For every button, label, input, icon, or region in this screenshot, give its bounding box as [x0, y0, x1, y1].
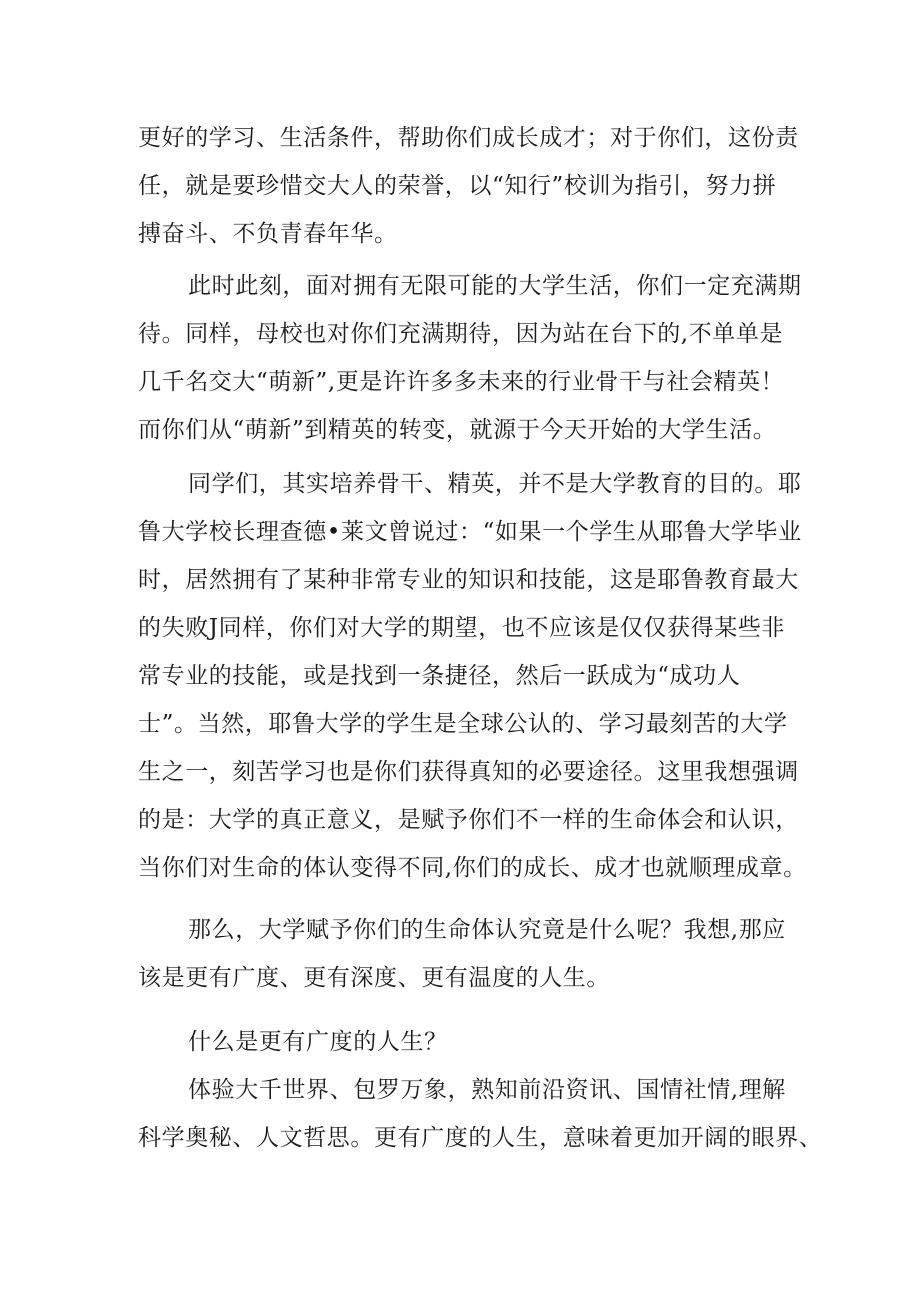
section-heading — [138, 1018, 788, 1066]
text-line: 几千名交大“萌新”,更是许许多多未来的行业骨干与社会精英！ — [138, 369, 785, 395]
text-line: 科学奥秘、人文哲思。更有广度的人生，意味着更加开阔的眼界、 — [138, 1125, 823, 1151]
text-line: 任，就是要珍惜交大人的荣誉，以“知行”校训为指引，努力拼 — [138, 173, 777, 199]
text-line: 生之一，刻苦学习也是你们获得真知的必要途径。这里我想强调 — [138, 759, 799, 785]
text-line: 常专业的技能，或是找到一条捷径，然后一跃成为“成功人 — [138, 663, 741, 689]
paragraph-yale-quote — [138, 460, 807, 892]
text-line: 该是更有广度、更有深度、更有温度的人生。 — [138, 965, 610, 991]
text-line: 而你们从“萌新”到精英的转变，就源于今天开始的大学生活。 — [138, 417, 777, 443]
text-line: 的是：大学的真正意义，是赋予你们不一样的生命体会和认识， — [138, 807, 799, 833]
text-line: 鲁大学校长理查德•莱文曾说过：“如果一个学生从耶鲁大学毕业 — [138, 519, 802, 545]
text-line: 那么，大学赋予你们的生命体认究竟是什么呢？我想,那应 — [188, 917, 786, 943]
paragraph-continuation — [138, 114, 799, 258]
text-line: 同学们，其实培养骨干、精英，并不是大学教育的目的。耶 — [188, 471, 802, 497]
text-line: 士”。当然，耶鲁大学的学生是全球公认的、学习最刻苦的大学 — [138, 711, 788, 737]
paragraph-expectation — [138, 262, 802, 454]
text-line: 当你们对生命的体认变得不同,你们的成长、成才也就顺理成章。 — [138, 855, 807, 881]
text-line: 搏奋斗、不负青春年华。 — [138, 221, 398, 247]
text-line: 更好的学习、生活条件，帮助你们成长成才；对于你们，这份责 — [138, 125, 799, 151]
text-line: 什么是更有广度的人生？ — [188, 1029, 448, 1055]
text-line: 此时此刻，面对拥有无限可能的大学生活，你们一定充满期 — [188, 273, 802, 299]
text-line: 时，居然拥有了某种非常专业的知识和技能，这是耶鲁教育最大 — [138, 567, 799, 593]
text-line: 体验大千世界、包罗万象，熟知前沿资讯、国情社情,理解 — [188, 1077, 786, 1103]
text-line: 的失败J同样，你们对大学的期望，也不应该是仅仅获得某些非 — [138, 615, 786, 641]
paragraph-breadth — [138, 1066, 823, 1162]
text-line: 待。同样，母校也对你们充满期待，因为站在台下的,不单单是 — [138, 321, 784, 347]
paragraph-question — [138, 906, 788, 1002]
